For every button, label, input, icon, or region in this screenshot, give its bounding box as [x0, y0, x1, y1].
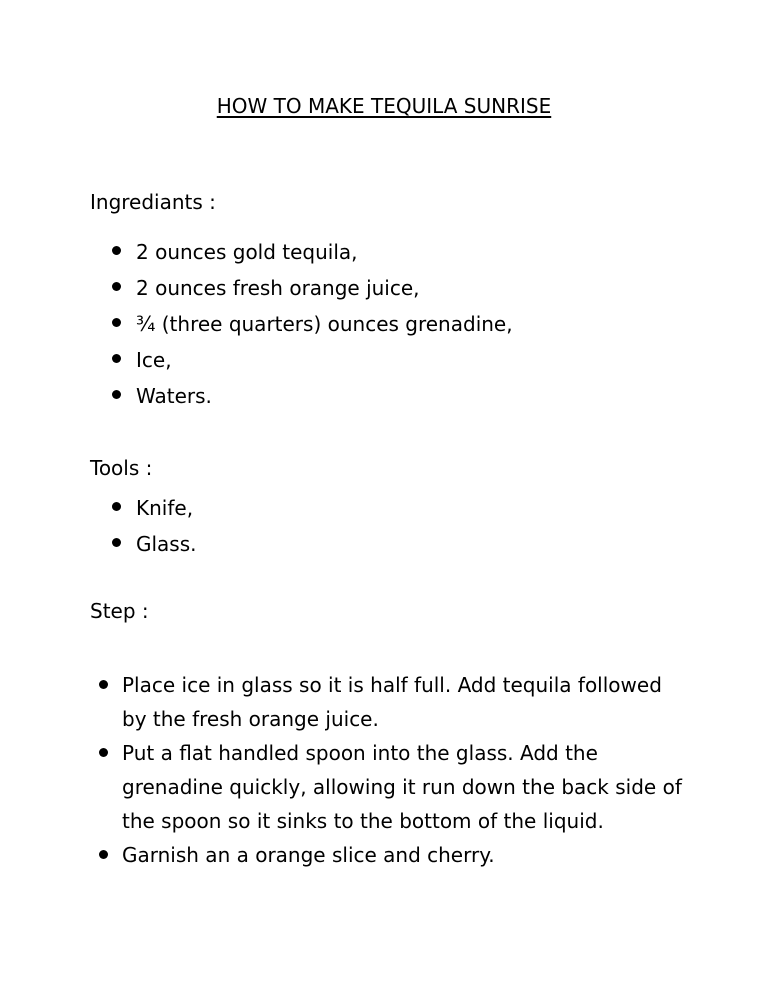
list-item: [136, 270, 696, 306]
list-item: [136, 342, 696, 378]
ingredient-text: 2 ounces gold tequila,: [136, 240, 358, 264]
steps-list: [122, 668, 682, 872]
document-title: HOW TO MAKE TEQUILA SUNRISE: [216, 94, 552, 118]
bullet-icon: [112, 390, 121, 399]
bullet-icon: [112, 354, 121, 363]
bullet-icon: [112, 318, 121, 327]
list-item: [136, 490, 696, 526]
step-text: Put a flat handled spoon into the glass. Add the grenadine quickly, allowing it run down the back side of the spoon so it sinks to the bottom of the liquid.: [122, 741, 682, 833]
tools-heading: Tools :: [90, 456, 153, 480]
tool-text: Glass.: [136, 532, 197, 556]
step-text: Place ice in glass so it is half full. Add tequila followed by the fresh orange juice.: [122, 673, 662, 731]
bullet-icon: [99, 680, 108, 689]
ingredient-text: ¾ (three quarters) ounces grenadine,: [136, 312, 513, 336]
ingredient-text: Ice,: [136, 348, 172, 372]
bullet-icon: [112, 538, 121, 547]
tool-text: Knife,: [136, 496, 194, 520]
list-item: [122, 736, 682, 838]
bullet-icon: [99, 850, 108, 859]
list-item: [122, 668, 682, 736]
bullet-icon: [112, 282, 121, 291]
bullet-icon: [112, 502, 121, 511]
list-item: [136, 526, 696, 562]
list-item: [136, 306, 696, 342]
step-text: Garnish an a orange slice and cherry.: [122, 843, 495, 867]
list-item: [136, 234, 696, 270]
list-item: [122, 838, 682, 872]
bullet-icon: [99, 748, 108, 757]
tools-list: [136, 490, 696, 562]
ingredients-heading: Ingrediants :: [90, 190, 216, 214]
bullet-icon: [112, 246, 121, 255]
list-item: [136, 378, 696, 414]
ingredient-text: Waters.: [136, 384, 212, 408]
ingredients-list: [136, 234, 696, 414]
ingredient-text: 2 ounces fresh orange juice,: [136, 276, 420, 300]
steps-heading: Step :: [90, 599, 149, 623]
